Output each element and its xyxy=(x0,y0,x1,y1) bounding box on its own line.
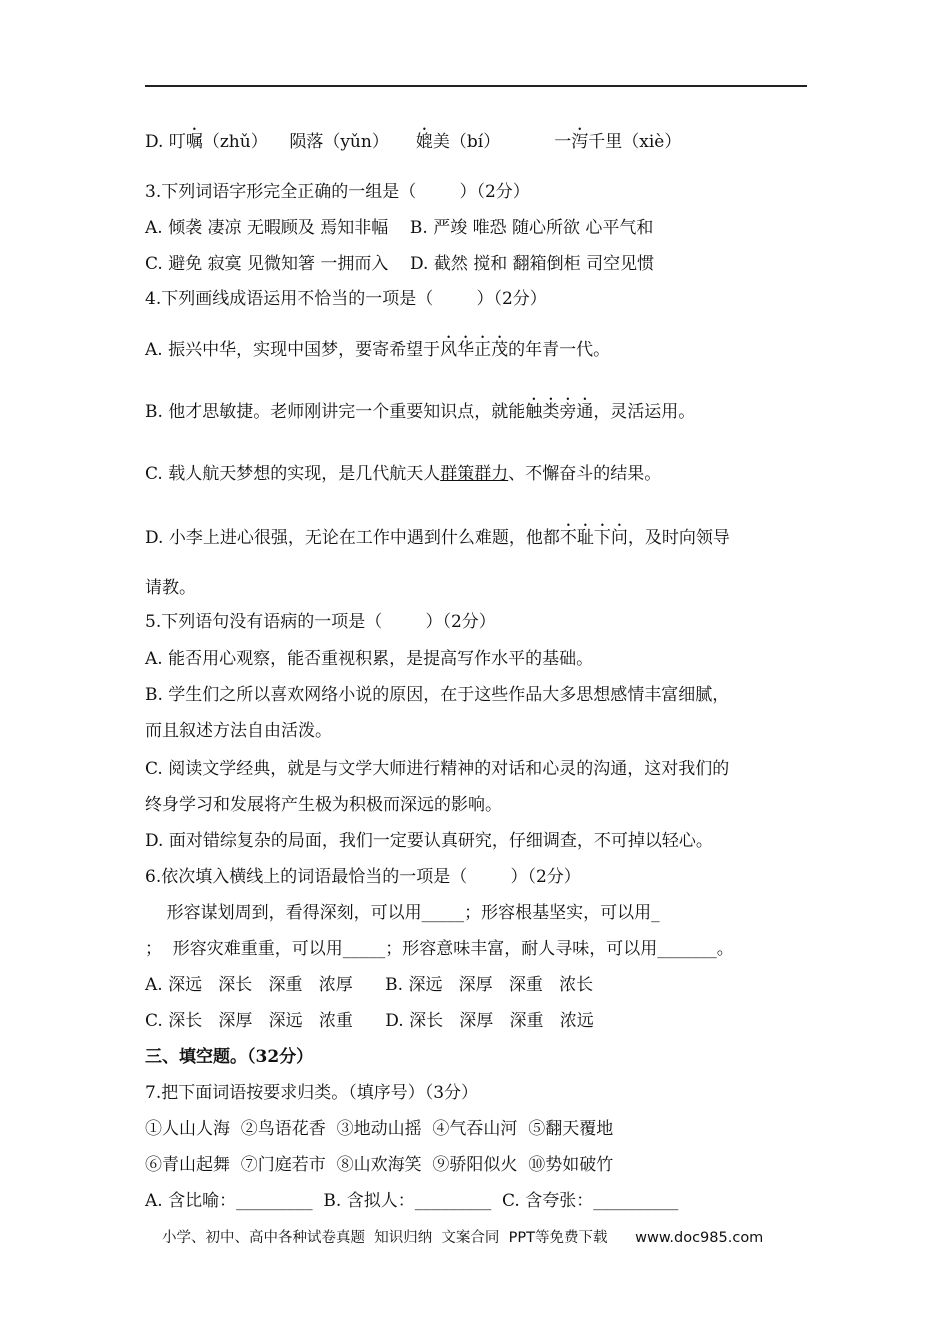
q7-words-row2: ⑥青山起舞 ⑦门庭若市 ⑧山欢海笑 ⑨骄阳似火 ⑩势如破竹 xyxy=(145,1155,614,1175)
q3-row1: A. 倾袭 凄凉 无暇顾及 焉知非幅 B. 严竣 唯恐 随心所欲 心平气和 xyxy=(145,218,654,238)
q4-option-d: D. 小李上进心很强，无论在工作中遇到什么难题，他都不耻下问，及时向领导 xyxy=(145,528,730,548)
q2-option-d: D. 叮嘱（zhǔ） 陨落（yǔn） 媲美（bí） 一泻千里（xiè） xyxy=(145,132,682,152)
header-rule xyxy=(145,85,807,87)
q4-option-d-cont: 请教。 xyxy=(145,578,196,598)
q6-options-row2: C. 深长 深厚 深远 浓重 D. 深长 深厚 深重 浓远 xyxy=(145,1011,594,1031)
underlined-idiom: 群策群力 xyxy=(440,464,509,484)
q4-stem: 4.下列画线成语运用不恰当的一项是（ ）（2分） xyxy=(145,289,547,309)
q6-text-line2: ； 形容灾难重重，可以用_____；形容意味丰富，耐人寻味，可以用_______。 xyxy=(145,939,734,959)
dotted-char: 媲 xyxy=(415,132,433,152)
q5-option-c-line1: C. 阅读文学经典，就是与文学大师进行精神的对话和心灵的沟通，这对我们的 xyxy=(145,759,730,779)
footer-ad: 小学、初中、高中各种试卷真题 知识归纳 文案合同 PPT等免费下载 www.doc985.com xyxy=(162,1230,764,1246)
q5-option-c-line2: 终身学习和发展将产生极为积极而深远的影响。 xyxy=(145,795,502,815)
q5-option-b-line2: 而且叙述方法自由活泼。 xyxy=(145,721,332,741)
option-label: D. xyxy=(145,132,164,152)
q5-stem: 5.下列语句没有语病的一项是（ ）（2分） xyxy=(145,612,496,632)
dotted-char: 嘱 xyxy=(185,132,203,152)
underlined-idiom: 触类旁通 xyxy=(525,402,594,422)
q6-stem: 6.依次填入横线上的词语最恰当的一项是（ ）（2分） xyxy=(145,867,581,887)
q7-stem: 7.把下面词语按要求归类。（填序号）（3分） xyxy=(145,1083,479,1103)
dotted-char: 泻 xyxy=(571,132,589,152)
q4-option-a: A. 振兴中华，实现中国梦，要寄希望于风华正茂的年青一代。 xyxy=(145,340,611,360)
underlined-idiom: 风华正茂 xyxy=(440,340,509,360)
q3-stem: 3.下列词语字形完全正确的一组是（ ）（2分） xyxy=(145,182,530,202)
q7-words-row1: ①人山人海 ②鸟语花香 ③地动山摇 ④气吞山河 ⑤翻天覆地 xyxy=(145,1119,614,1139)
q6-options-row1: A. 深远 深长 深重 浓厚 B. 深远 深厚 深重 浓长 xyxy=(145,975,594,995)
q4-option-b: B. 他才思敏捷。老师刚讲完一个重要知识点，就能触类旁通，灵活运用。 xyxy=(145,402,696,422)
q7-categories: A. 含比喻：_________ B. 含拟人：_________ C. 含夸张：__________ xyxy=(145,1191,679,1211)
q5-option-a: A. 能否用心观察，能否重视积累，是提高写作水平的基础。 xyxy=(145,649,594,669)
section-title: 三、填空题。（32分） xyxy=(145,1047,314,1067)
q5-option-b-line1: B. 学生们之所以喜欢网络小说的原因，在于这些作品大多思想感情丰富细腻， xyxy=(145,685,730,705)
q3-row2: C. 避免 寂寞 见微知箸 一拥而入 D. 截然 搅和 翻箱倒柜 司空见惯 xyxy=(145,254,655,274)
q4-option-c: C. 载人航天梦想的实现，是几代航天人群策群力、不懈奋斗的结果。 xyxy=(145,464,662,484)
q5-option-d: D. 面对错综复杂的局面，我们一定要认真研究，仔细调查，不可掉以轻心。 xyxy=(145,831,713,851)
q6-text-line1: 形容谋划周到，看得深刻，可以用_____；形容根基坚实，可以用_ xyxy=(145,903,660,923)
underlined-idiom: 不耻下问 xyxy=(559,528,628,548)
